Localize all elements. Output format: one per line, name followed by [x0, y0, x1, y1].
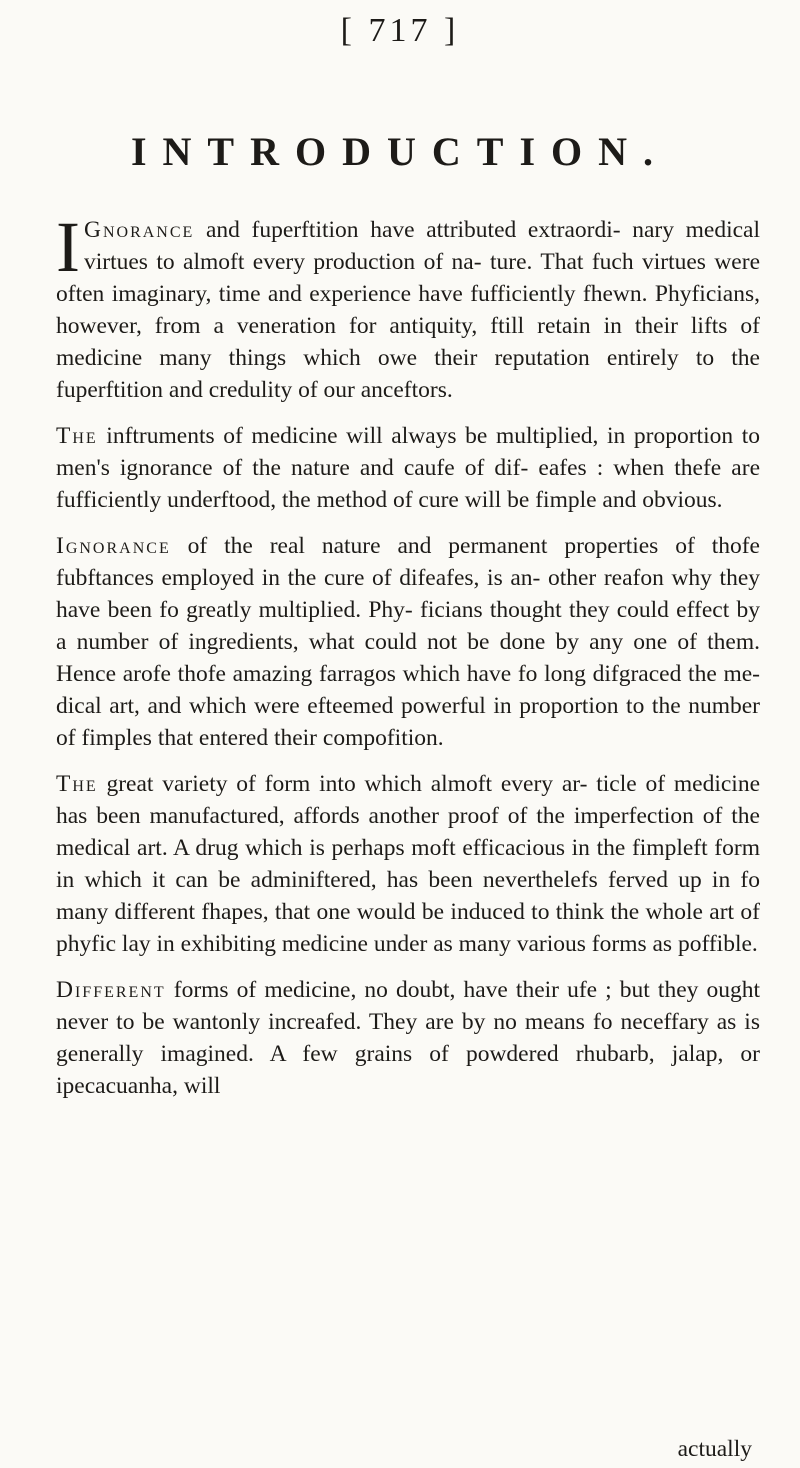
- paragraph-lead: The: [56, 771, 98, 797]
- page-number: [ 717 ]: [340, 12, 460, 49]
- paragraph-text: great variety of form into which almoft every ar- ticle of medicine has been manufactured, affords another proof of the imperfection of the medical art. A drug which is perhaps moft efficacious in the fimpleft form in which it can be adminiftered, has been neverthelefs ferved up in fo many different fhapes, that one would be induced to think the whole art of phyfic lay in exhibiting medicine under as many various forms as poffible.: [56, 771, 760, 957]
- body-text: [56, 207, 760, 1116]
- catchword: actually: [677, 1436, 752, 1462]
- paragraph-lead: Ignorance: [56, 533, 171, 559]
- paragraph-text: and fuperftition have attributed extraordi- nary medical virtues to almoft every production of na- ture. That fuch virtues were often imaginary, time and experience have fufficiently fhewn. Phyficians, however, from a veneration for antiquity, ftill retain in their lifts of medicine many things which owe their reputation entirely to the fuperftition and credulity of our anceftors.: [56, 217, 760, 403]
- paragraph: [56, 420, 760, 516]
- paragraph-lead: Different: [56, 977, 166, 1003]
- chapter-title: INTRODUCTION.: [130, 129, 670, 174]
- paragraph-text: inftruments of medicine will always be multiplied, in proportion to men's ignorance of the nature and caufe of dif- eafes : when thefe are fufficiently underftood, the method of cure will be fimple and obvious.: [56, 423, 760, 513]
- paragraph-text: of the real nature and permanent properties of thofe fubftances employed in the cure of difeafes, is an- other reafon why they have been fo greatly multiplied. Phy- ficians thought they could effect by a number of ingredients, what could not be done by any one of them. Hence arofe thofe amazing farragos which have fo long difgraced the me- dical art, and which were efteemed powerful in proportion to the number of fimples that entered their compofition.: [56, 533, 760, 751]
- paragraph: [56, 207, 760, 406]
- paragraph: [56, 768, 760, 960]
- paragraph: [56, 530, 760, 754]
- paragraph-lead: The: [56, 423, 98, 449]
- paragraph: [56, 974, 760, 1102]
- paragraph-lead: Gnorance: [83, 217, 195, 243]
- paragraph-text: forms of medicine, no doubt, have their ufe ; but they ought never to be wantonly increafed. They are by no means fo neceffary as is generally imagined. A few grains of powdered rhubarb, jalap, or ipecacuanha, will: [56, 977, 760, 1099]
- drop-cap: I: [56, 207, 80, 287]
